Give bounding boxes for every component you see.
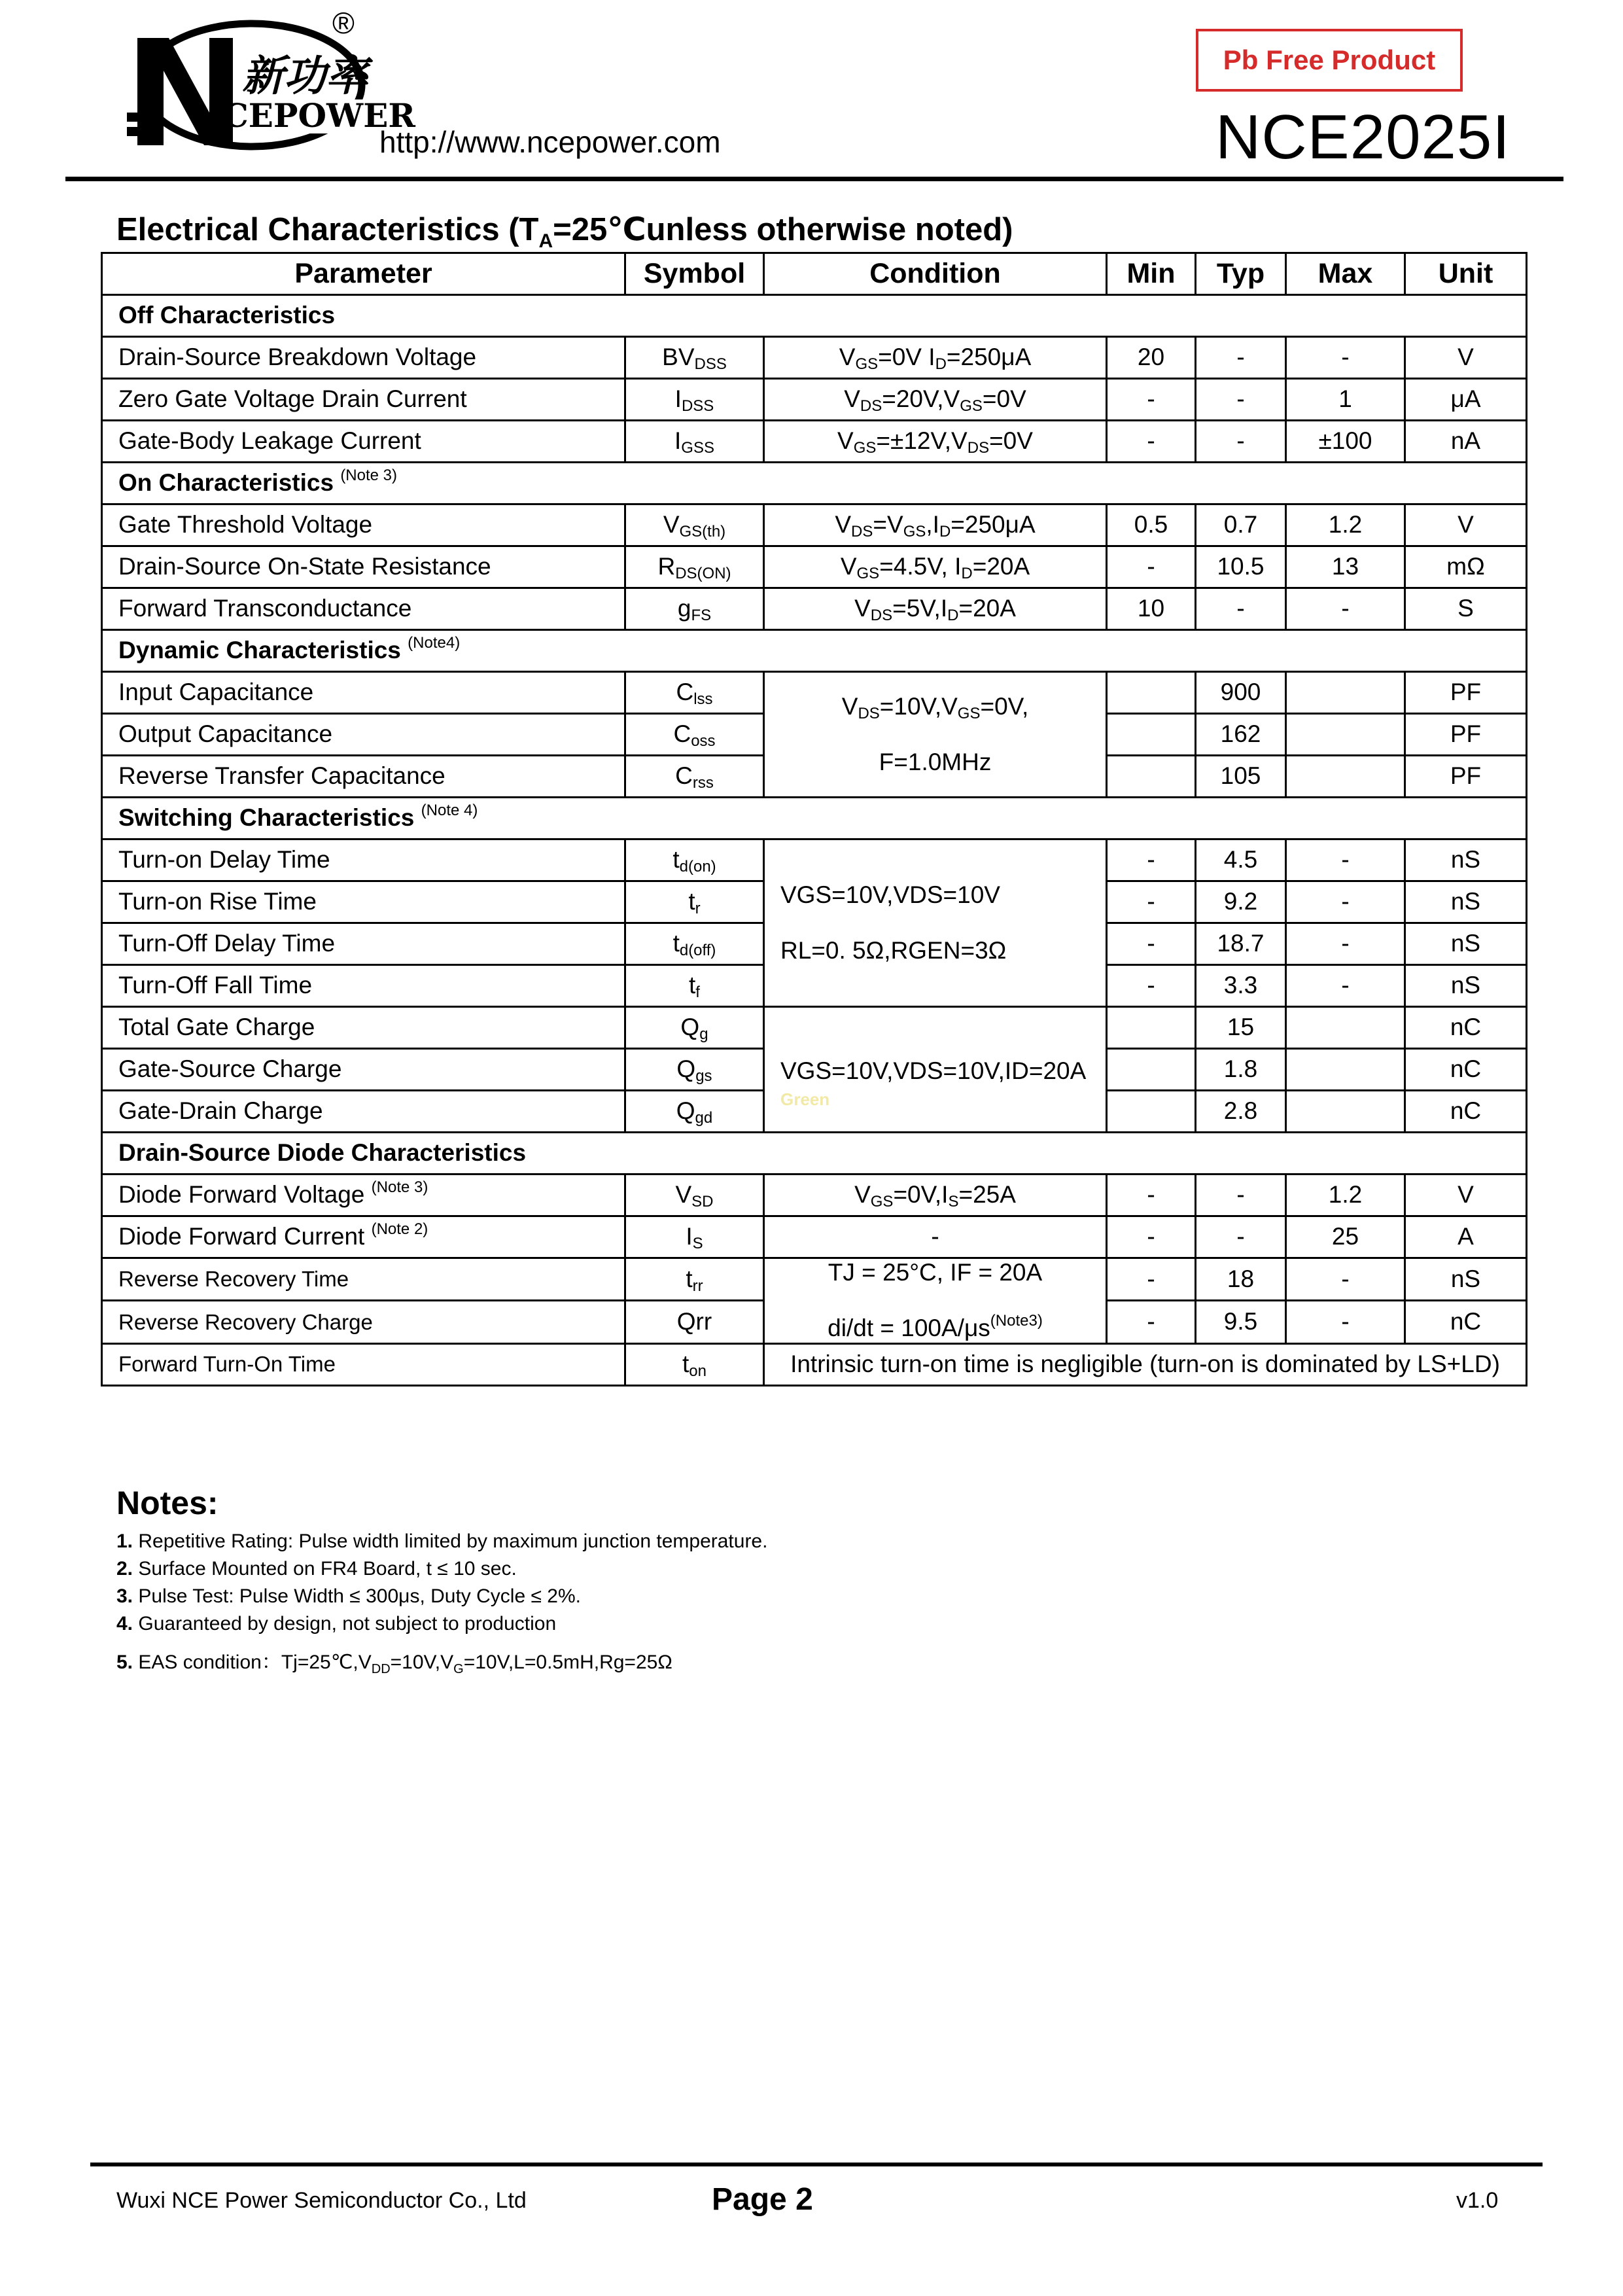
table-row: Reverse Transfer Capacitance $C_{rss}$ 105 PF (102, 756, 1527, 798)
footer-company: Wuxi NCE Power Semiconductor Co., Ltd (116, 2188, 527, 2213)
table-row: Turn-Off Delay Time $t_{d(off)}$ - 18.7 - nS (102, 923, 1527, 965)
table-row: Diode Forward Voltage $^{(Note 3)}$ $V_{SD}$ $V_{GS}=0V,I_S=25A$ - - 1.2 V (102, 1174, 1527, 1216)
notes-title: Notes: (116, 1485, 218, 1521)
pb-free-badge: Pb Free Product (1196, 29, 1463, 92)
table-row: Forward Transconductance $g_{FS}$ $V_{DS}=5V,I_D=20A$ 10 - - S (102, 588, 1527, 630)
col-unit: Unit (1405, 253, 1527, 295)
electrical-characteristics-table (101, 252, 1527, 1386)
col-parameter: Parameter (102, 253, 625, 295)
note-item: 5. EAS condition：$Tj=25℃,V_{DD}=10V,V_G=10V,L=0.5mH,Rg=25\Omega$ (116, 1651, 672, 1676)
header-divider (65, 177, 1563, 181)
col-max: Max (1286, 253, 1405, 295)
reverse-recovery-condition: TJ = 25°C, IF = 20A $di/dt = 100A/\mu s^{(Note3)}$ (764, 1258, 1107, 1344)
table-row: Diode Forward Current $^{(Note 2)}$ $I_S$ - - - 25 A (102, 1216, 1527, 1258)
table-row: Output Capacitance $C_{oss}$ 162 PF (102, 714, 1527, 756)
page-number: Page 2 (712, 2182, 813, 2217)
table-row: Total Gate Charge $Q_g$ VGS=10V,VDS=10V,ID=20A Green 15 nC (102, 1007, 1527, 1049)
group-row: Dynamic Characteristics $^{(Note4)}$ (102, 630, 1527, 672)
table-row: Forward Turn-On Time $t_{on}$ Intrinsic turn-on time is negligible (turn-on is dominated by LS+LD) (102, 1343, 1527, 1385)
footer-divider (90, 2163, 1543, 2166)
registered-mark: ® (332, 6, 355, 40)
website-url[interactable]: http://www.ncepower.com (379, 125, 721, 159)
group-row: Switching Characteristics $^{(Note 4)}$ (102, 798, 1527, 839)
table-row: Drain-Source On-State Resistance $R_{DS(ON)}$ $V_{GS}=4.5V$, $I_D=20A$ - 10.5 13 mΩ (102, 546, 1527, 588)
note-item: 4. Guaranteed by design, not subject to production (116, 1613, 557, 1634)
gate-charge-condition: VGS=10V,VDS=10V,ID=20A Green (764, 1007, 1107, 1133)
table-row: Gate-Source Charge $Q_{gs}$ 1.8 nC (102, 1049, 1527, 1091)
part-number: NCE2025I (1215, 102, 1510, 172)
group-row: On Characteristics $^{(Note 3)}$ (102, 463, 1527, 504)
note-item: 1. Repetitive Rating: Pulse width limited by maximum junction temperature. (116, 1530, 768, 1552)
col-symbol: Symbol (625, 253, 764, 295)
switching-condition: VGS=10V,VDS=10V RL=0. 5Ω,RGEN=3Ω (764, 839, 1107, 1007)
table-row: Turn-on Rise Time $t_r$ - 9.2 - nS (102, 881, 1527, 923)
table-row: Zero Gate Voltage Drain Current $I_{DSS}$ $V_{DS}=20V,V_{GS}=0V$ - - 1 μA (102, 379, 1527, 421)
col-min: Min (1107, 253, 1196, 295)
note-item: 2. Surface Mounted on FR4 Board, t ≤ 10 sec. (116, 1558, 517, 1580)
logo-chinese-text: 新功率 (242, 52, 368, 101)
col-typ: Typ (1196, 253, 1286, 295)
section-title: Electrical Characteristics ($T_A=25℃unless$ otherwise noted) (116, 212, 1013, 252)
col-condition: Condition (764, 253, 1107, 295)
table-row: Reverse Recovery Charge Qrr - 9.5 - nC (102, 1301, 1527, 1343)
table-row: Drain-Source Breakdown Voltage $BV_{DSS}$ $V_{GS}=0V$ $I_D=250\mu A$ 20 - - V (102, 337, 1527, 379)
table-row: Gate-Body Leakage Current $I_{GSS}$ $V_{GS}=\pm 12V,V_{DS}=0V$ - - ±100 nA (102, 421, 1527, 463)
table-row: Turn-Off Fall Time $t_f$ - 3.3 - nS (102, 965, 1527, 1007)
table-row: Reverse Recovery Time $t_{rr}$ TJ = 25°C, IF = 20A $di/dt = 100A/\mu s^{(Note3)}$ - 18 - nS (102, 1258, 1527, 1301)
group-row: Off Characteristics (102, 295, 1527, 337)
table-row: Input Capacitance $C_{lss}$ $V_{DS}=10V,V_{GS}=0V$, F=1.0MHz 900 PF (102, 672, 1527, 714)
table-row: Gate-Drain Charge $Q_{gd}$ 2.8 nC (102, 1091, 1527, 1133)
logo-brand-text: CEPOWER (222, 96, 415, 135)
group-row: Drain-Source Diode Characteristics (102, 1133, 1527, 1174)
dynamic-condition: $V_{DS}=10V,V_{GS}=0V$, F=1.0MHz (764, 672, 1107, 798)
footer-version: v1.0 (1456, 2188, 1499, 2213)
table-row: Gate Threshold Voltage $V_{GS(th)}$ $V_{DS}=V_{GS},I_D=250\mu A$ 0.5 0.7 1.2 V (102, 504, 1527, 546)
table-row: Turn-on Delay Time $t_{d(on)}$ VGS=10V,VDS=10V RL=0. 5Ω,RGEN=3Ω - 4.5 - nS (102, 839, 1527, 881)
note-item: 3. Pulse Test: Pulse Width ≤ 300μs, Duty Cycle ≤ 2%. (116, 1585, 581, 1607)
company-logo (118, 14, 415, 155)
table-header-row (102, 253, 1527, 295)
